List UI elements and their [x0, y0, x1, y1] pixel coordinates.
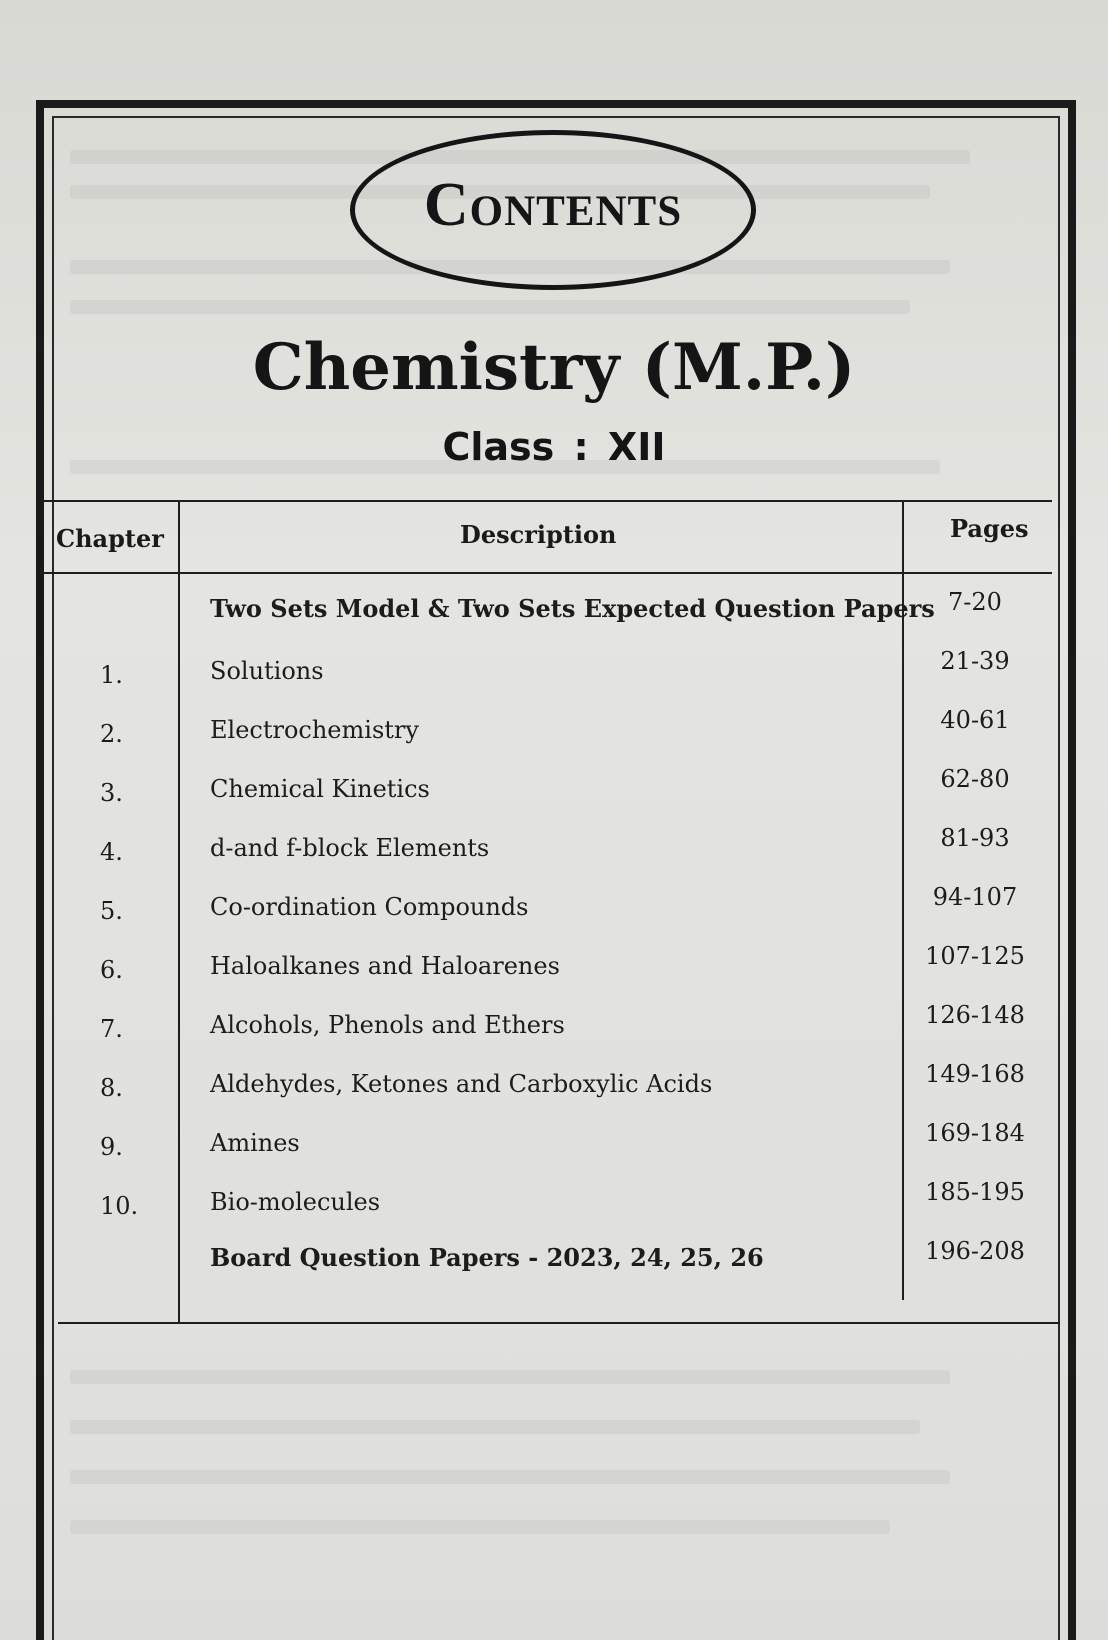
header-bottom-rule — [40, 572, 1052, 574]
page-range: 196-208 — [925, 1237, 1025, 1265]
chapter-description: Solutions — [210, 657, 324, 685]
page-range: 185-195 — [925, 1178, 1025, 1206]
chapter-number: 6. — [100, 956, 123, 984]
page-range: 7-20 — [948, 588, 1002, 616]
table-top-rule — [40, 500, 1052, 502]
chapter-number: 3. — [100, 779, 123, 807]
page-range: 126-148 — [925, 1001, 1025, 1029]
chapter-number: 8. — [100, 1074, 123, 1102]
table-row — [40, 1119, 1070, 1175]
page-range: 40-61 — [940, 706, 1010, 734]
chapter-number: 1. — [100, 661, 123, 689]
page-range: 81-93 — [940, 824, 1010, 852]
contents-table — [40, 500, 1070, 1320]
class-label: Class : XII — [442, 425, 666, 469]
page-range: 107-125 — [925, 942, 1025, 970]
table-row — [40, 588, 1070, 644]
chapter-description: Amines — [210, 1129, 300, 1157]
chapter-description: d-and f-block Elements — [210, 834, 490, 862]
header-chapter: Chapter — [56, 524, 164, 553]
chapter-description: Bio-molecules — [210, 1188, 381, 1216]
header-description: Description — [460, 520, 617, 549]
chapter-description: Electrochemistry — [210, 716, 419, 744]
page-range: 94-107 — [932, 883, 1018, 911]
table-row — [40, 765, 1070, 821]
chapter-description: Two Sets Model & Two Sets Expected Question Papers — [210, 594, 935, 623]
table-row — [40, 706, 1070, 762]
table-row — [40, 1001, 1070, 1057]
table-row — [40, 1178, 1070, 1234]
chapter-number: 4. — [100, 838, 123, 866]
chapter-number: 10. — [100, 1192, 139, 1220]
table-row — [40, 1060, 1070, 1116]
chapter-description: Aldehydes, Ketones and Carboxylic Acids — [210, 1070, 713, 1098]
contents-heading: Contents — [423, 171, 683, 239]
chapter-description: Haloalkanes and Haloarenes — [210, 952, 560, 980]
chapter-number: 5. — [100, 897, 123, 925]
subject-title: Chemistry (M.P.) — [252, 330, 856, 405]
table-row — [40, 942, 1070, 998]
chapter-number: 7. — [100, 1015, 123, 1043]
table-row — [40, 883, 1070, 939]
table-row — [40, 647, 1070, 703]
table-bottom-rule — [58, 1322, 1060, 1324]
chapter-description: Board Question Papers - 2023, 24, 25, 26 — [210, 1243, 764, 1272]
chapter-description: Chemical Kinetics — [210, 775, 430, 803]
page-range: 62-80 — [940, 765, 1010, 793]
header-pages: Pages — [950, 514, 1029, 543]
table-row — [40, 1237, 1070, 1293]
table-row — [40, 824, 1070, 880]
page-range: 21-39 — [940, 647, 1010, 675]
chapter-number: 2. — [100, 720, 123, 748]
chapter-number: 9. — [100, 1133, 123, 1161]
chapter-description: Alcohols, Phenols and Ethers — [210, 1011, 565, 1039]
chapter-description: Co-ordination Compounds — [210, 893, 529, 921]
page-range: 169-184 — [925, 1119, 1025, 1147]
page-range: 149-168 — [925, 1060, 1025, 1088]
